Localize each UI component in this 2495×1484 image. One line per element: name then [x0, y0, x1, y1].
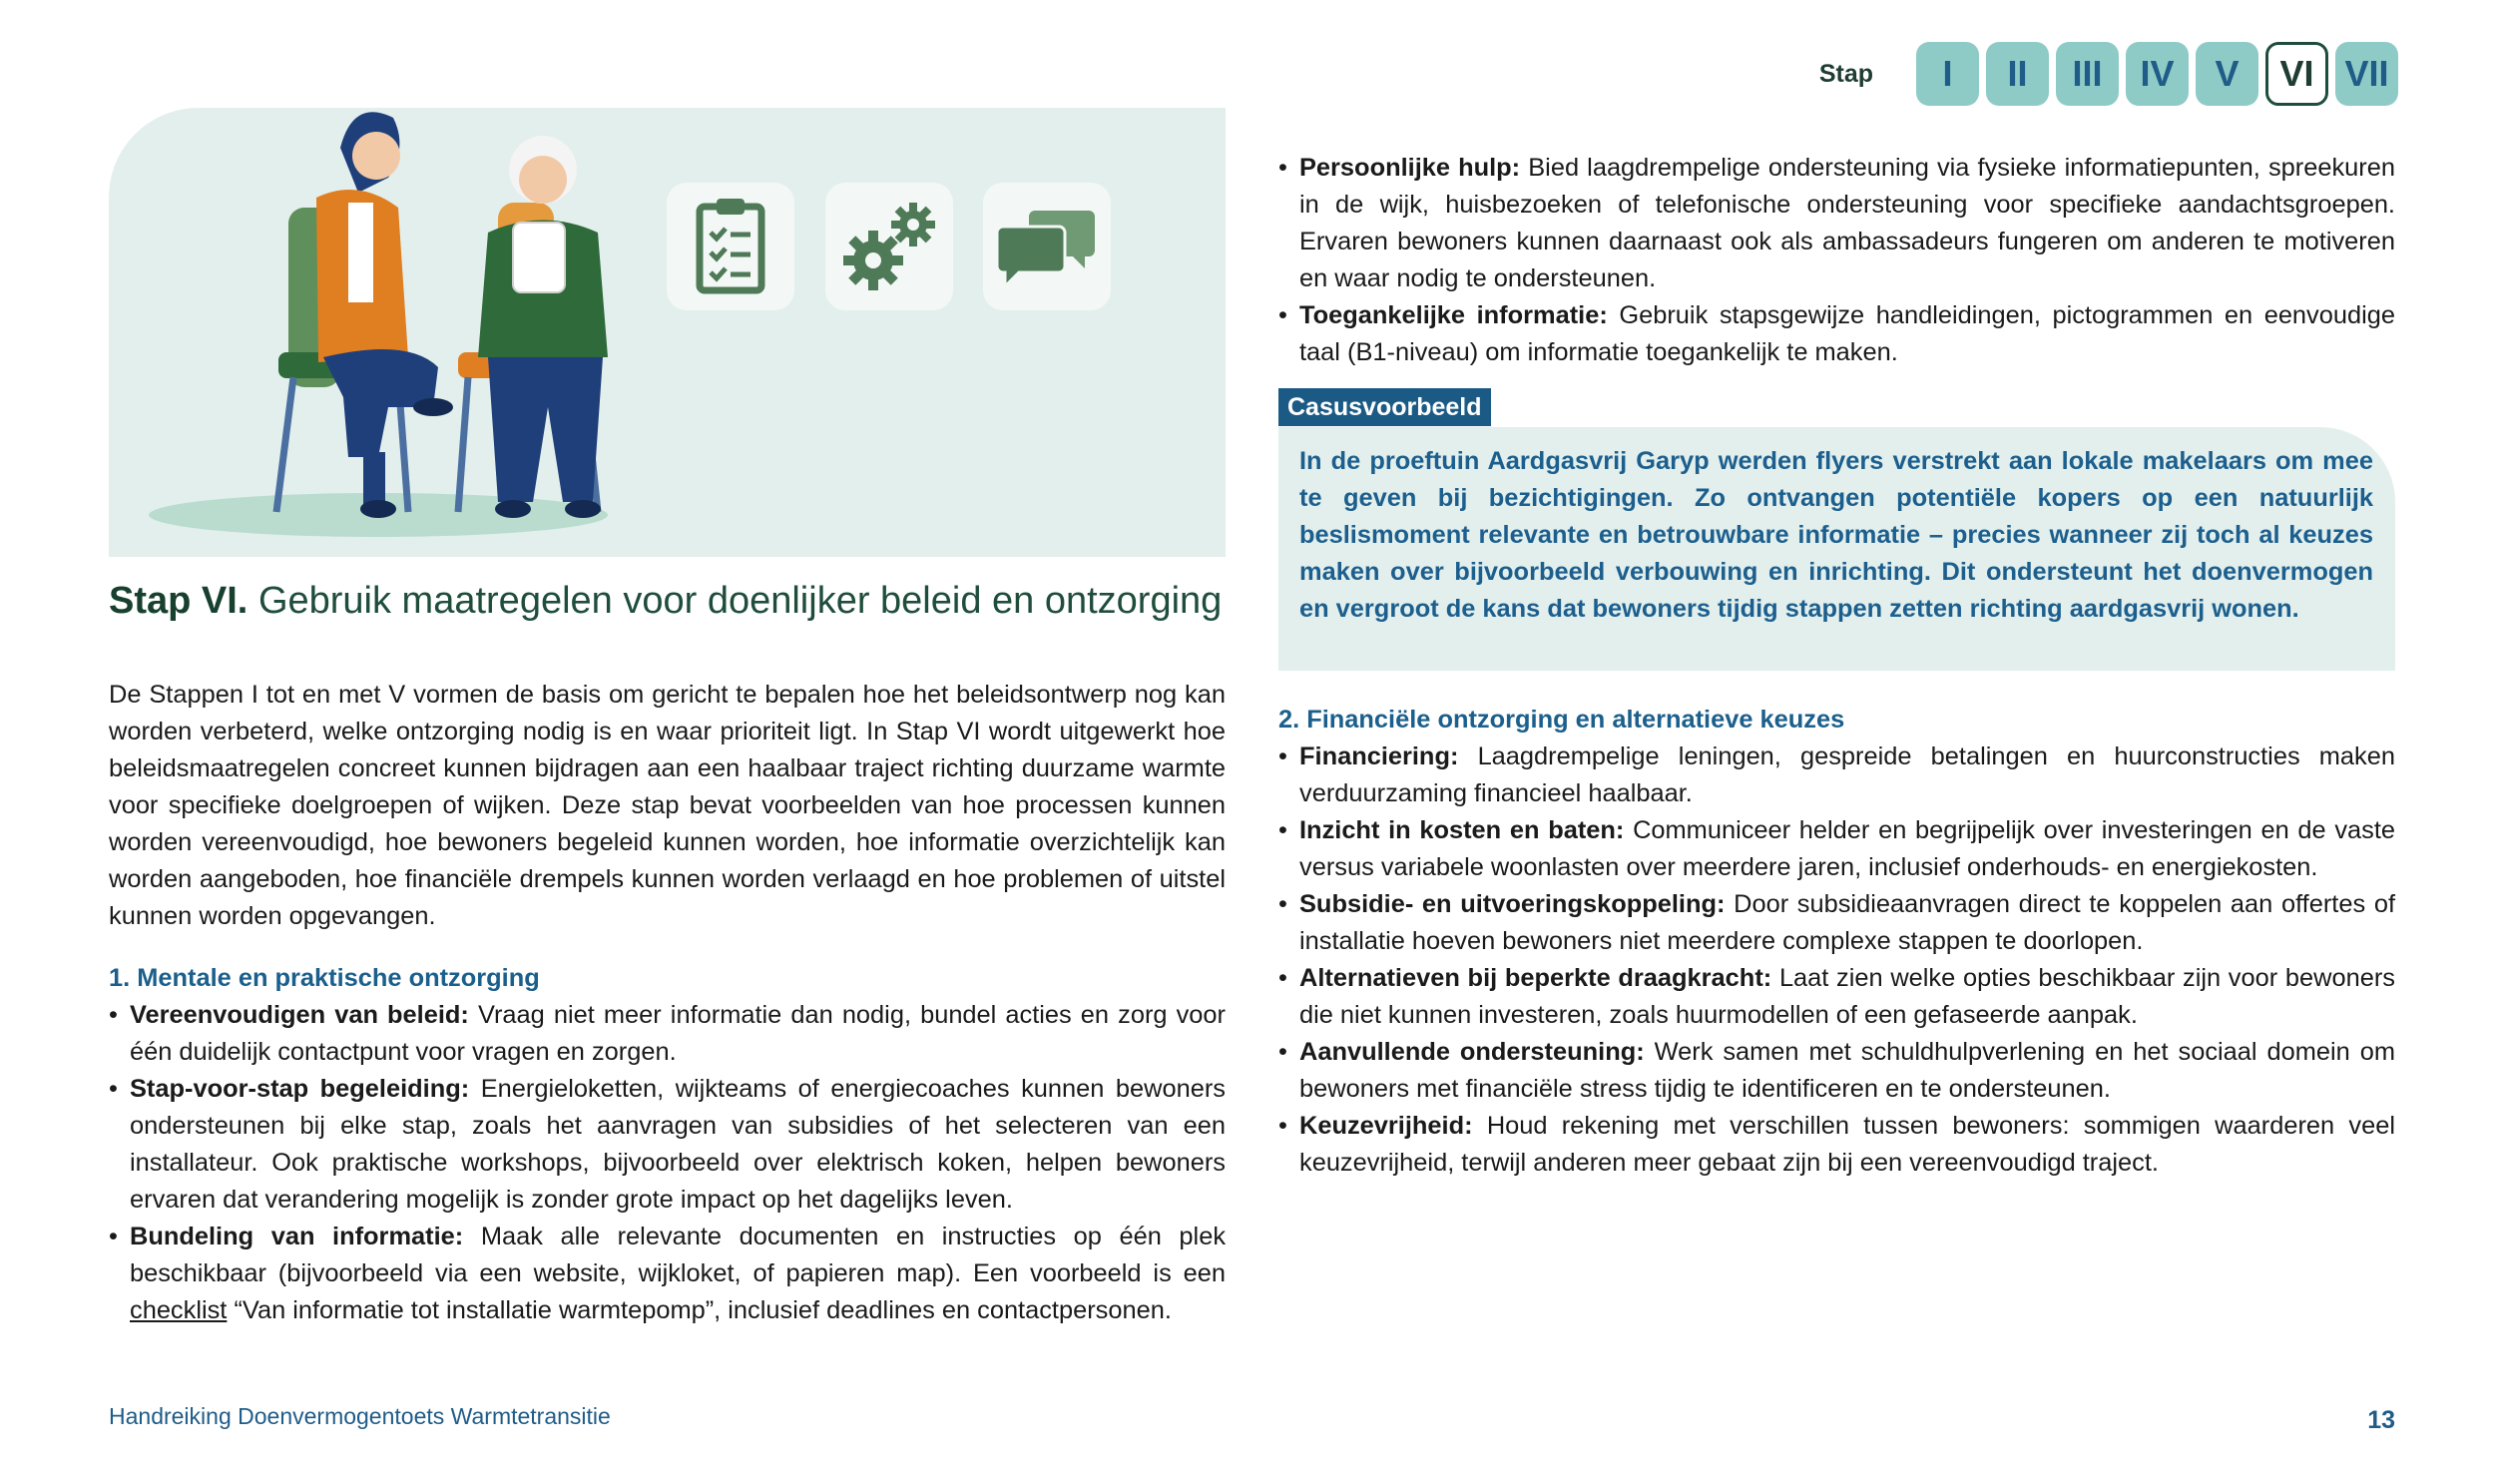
step-tab-4[interactable]: IV	[2126, 42, 2189, 106]
step-tab-2[interactable]: II	[1986, 42, 2049, 106]
list-item	[109, 1071, 1226, 1219]
checklist-tile	[667, 183, 794, 310]
step-tab-6-active[interactable]: VI	[2265, 42, 2328, 106]
item-text: Gebruik stapsgewijze handleidingen, pictogrammen en eenvoudige taal (B1-niveau) om informatie toegankelijk te maken.	[1299, 301, 2395, 366]
step-nav-label: Stap	[1818, 59, 1873, 88]
list-item	[1278, 297, 2395, 371]
step-tab-1[interactable]: I	[1916, 42, 1979, 106]
title-text: Gebruik maatregelen voor doenlijker beleid en ontzorging	[257, 580, 1223, 622]
item-text: Maak alle relevante documenten en instructies op één plek beschikbaar (bijvoorbeeld via een website, wijkloket, of papieren map). Een voorbeeld is een	[130, 1223, 1227, 1287]
item-term: Vereenvoudigen van beleid:	[130, 1001, 469, 1029]
step-navigation	[1819, 40, 2398, 108]
item-term: Alternatieven bij beperkte draagkracht:	[1299, 964, 1772, 992]
list-item	[1278, 1108, 2395, 1182]
item-term: Bundeling van informatie:	[130, 1223, 464, 1250]
item-text: Energieloketten, wijkteams of energiecoaches kunnen bewoners ondersteunen bij elke stap, zoals het aanvragen van subsidies of het selecteren van een installateur. Ook praktische workshops, bijvoorbeeld over elektrisch koken, helpen bewoners ervaren dat verandering mogelijk is zonder grote impact op het dagelijks leven.	[130, 1075, 1226, 1214]
item-text: Werk samen met schuldhulpverlening en het sociaal domein om bewoners met financiële stress tijdig te identificeren en te ondersteunen.	[1299, 1038, 2395, 1103]
title-step: Stap VI.	[109, 580, 249, 622]
item-term: Keuzevrijheid:	[1299, 1112, 1473, 1140]
clipboard-checklist-icon	[667, 183, 794, 310]
list-item	[109, 1219, 1226, 1329]
item-tail: “Van informatie tot installatie warmtepomp”, inclusief deadlines en contactpersonen.	[234, 1296, 1172, 1324]
list-item	[1278, 960, 2395, 1034]
section-2-list	[1278, 739, 2395, 1182]
section-mental-practical	[109, 960, 1226, 1329]
case-example-label: Casusvoorbeeld	[1278, 388, 1491, 426]
item-term: Financiering:	[1299, 742, 1459, 770]
section-2-heading: 2. Financiële ontzorging en alternatieve keuzes	[1278, 706, 1845, 734]
case-example-box	[1278, 427, 2395, 671]
case-example-text: In de proeftuin Aardgasvrij Garyp werden flyers verstrekt aan lokale makelaars om mee te geven bij bezichtigingen. Zo ontvangen potentiële kopers op een natuurlijk beslismoment relevante en betrouwbare informatie – precies wanneer zij toch al keuzes maken over bijvoorbeeld verbouwing en inrichting. Dit ondersteunt het doenvermogen en vergroot de kans dat bewoners tijdig stappen zetten richting aardgasvrij wonen.	[1299, 447, 2373, 623]
item-term: Aanvullende ondersteuning:	[1299, 1038, 1645, 1066]
item-text: Laat zien welke opties beschikbaar zijn voor bewoners die niet kunnen investeren, zoals huurmodellen of een gefaseerde aanpak.	[1299, 964, 2395, 1029]
list-item	[1278, 1034, 2395, 1108]
item-term: Subsidie- en uitvoeringskoppeling:	[1299, 890, 1726, 918]
list-item	[1278, 812, 2395, 886]
item-term: Stap-voor-stap begeleiding:	[130, 1075, 470, 1103]
step-tab-7[interactable]: VII	[2335, 42, 2398, 106]
footer-document-title: Handreiking Doenvermogentoets Warmtetransitie	[109, 1403, 611, 1429]
list-item	[109, 997, 1226, 1071]
two-women-seated-illustration	[109, 108, 728, 557]
item-term: Persoonlijke hulp:	[1299, 154, 1521, 182]
list-item	[1278, 739, 2395, 812]
gears-tile	[825, 183, 953, 310]
item-text: Houd rekening met verschillen tussen bewoners: sommigen waarderen veel keuzevrijheid, terwijl anderen meer gebaat zijn bij een vereenvoudigd traject.	[1299, 1112, 2395, 1177]
section-1-heading: 1. Mentale en praktische ontzorging	[109, 964, 540, 992]
page-number: 13	[2367, 1406, 2395, 1434]
item-text: Communiceer helder en begrijpelijk over investeringen en de vaste versus variabele woonlasten over meerdere jaren, inclusief onderhouds- en energiekosten.	[1299, 816, 2396, 881]
item-term: Toegankelijke informatie:	[1299, 301, 1608, 329]
list-item	[1278, 150, 2395, 297]
item-text: Vraag niet meer informatie dan nodig, bundel acties en zorg voor één duidelijk contactpunt voor vragen en zorgen.	[130, 1001, 1226, 1066]
step-tab-3[interactable]: III	[2056, 42, 2119, 106]
hero-illustration	[109, 108, 1226, 557]
right-top-list	[1278, 150, 2395, 371]
section-1-list	[109, 997, 1226, 1329]
right-top-list-wrap	[1278, 150, 2395, 371]
item-term: Inzicht in kosten en baten:	[1299, 816, 1625, 844]
list-item	[1278, 886, 2395, 960]
checklist-link[interactable]: checklist	[130, 1296, 228, 1324]
page-title	[109, 577, 1227, 625]
section-financial	[1278, 702, 2395, 1182]
speech-bubbles-icon	[983, 183, 1111, 310]
gears-icon	[825, 183, 953, 310]
item-text: Bied laagdrempelige ondersteuning via fysieke informatiepunten, spreekuren in de wijk, huisbezoeken of telefonische ondersteuning voor specifieke aandachtsgroepen. Ervaren bewoners kunnen daarnaast ook als ambassadeurs fungeren om anderen te motiveren en waar nodig te ondersteunen.	[1299, 154, 2395, 292]
chat-tile	[983, 183, 1111, 310]
intro-paragraph: De Stappen I tot en met V vormen de basis om gericht te bepalen hoe het beleidsontwerp nog kan worden verbeterd, welke ontzorging nodig is en waar prioriteit ligt. In Stap VI wordt uitgewerkt hoe beleidsmaatregelen concreet kunnen bijdragen aan een haalbaar traject richting duurzame warmte voor specifieke doelgroepen of wijken. Deze stap bevat voorbeelden van hoe processen kunnen worden vereenvoudigd, hoe bewoners begeleid kunnen worden, hoe informatie overzichtelijk kan worden aangeboden, hoe financiële drempels kunnen worden verlaagd en hoe problemen of uitstel kunnen worden opgevangen.	[109, 681, 1226, 930]
step-tab-5[interactable]: V	[2196, 42, 2258, 106]
item-text: Laagdrempelige leningen, gespreide betalingen en huurconstructies maken verduurzaming financieel haalbaar.	[1299, 742, 2395, 807]
item-text: Door subsidieaanvragen direct te koppelen aan offertes of installatie hoeven bewoners niet meerdere complexe stappen te doorlopen.	[1299, 890, 2396, 955]
